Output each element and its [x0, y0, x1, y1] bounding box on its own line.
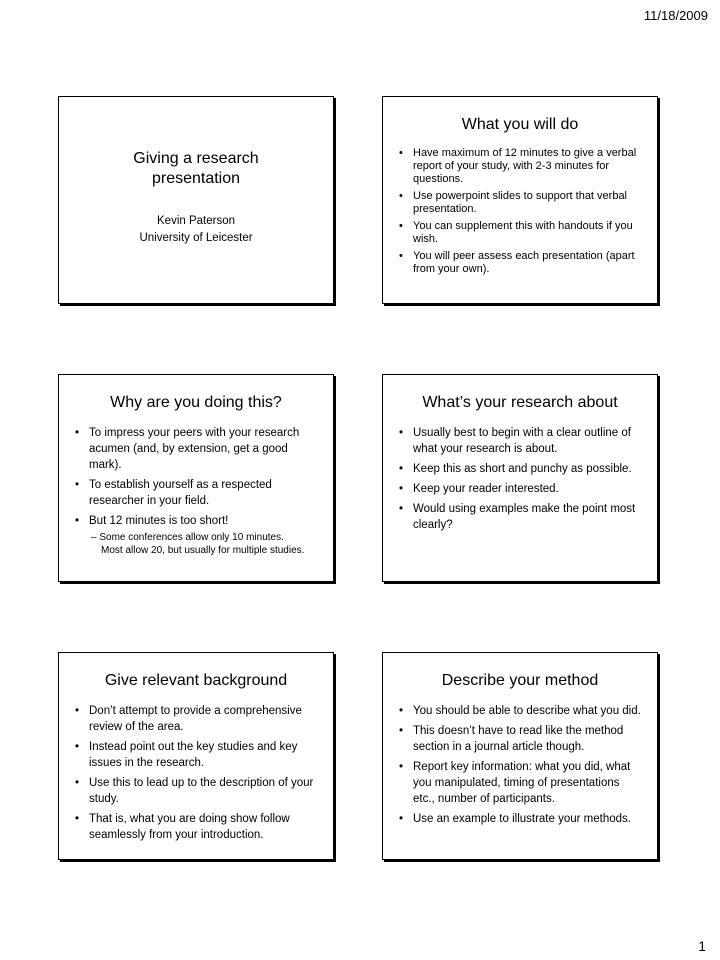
bullet-list [75, 425, 317, 529]
slide-title-page [58, 96, 334, 304]
bullet-item: • You will peer assess each presentation (apart from your own). [399, 250, 641, 276]
bullet-item: • Instead point out the key studies and key issues in the research. [75, 739, 317, 771]
bullet-item: • You should be able to describe what you did. [399, 703, 641, 719]
bullet-item: • Use this to lead up to the description of your study. [75, 775, 317, 807]
bullet-item: • Use powerpoint slides to support that verbal presentation. [399, 190, 641, 216]
bullet-item: • To impress your peers with your research acumen (and, by extension, get a good mark). [75, 425, 317, 473]
slide-main-title [59, 149, 333, 189]
page-number: 1 [698, 938, 706, 954]
bullet-item: • Would using examples make the point most clearly? [399, 501, 641, 533]
slide-title: Describe your method [441, 672, 599, 689]
sub-bullet-line: Most allow 20, but usually for multiple studies. [101, 545, 305, 556]
bullet-item: • That is, what you are doing show follow seamlessly from your introduction. [75, 811, 317, 843]
bullet-item: • Keep your reader interested. [399, 481, 641, 497]
slide-what-you-will-do [382, 96, 658, 304]
bullet-list [399, 147, 641, 276]
bullet-item: • Report key information: what you did, what you manipulated, timing of presentations etc., number of participants. [399, 759, 641, 807]
bullet-item: • Usually best to begin with a clear outline of what your research is about. [399, 425, 641, 457]
slide-title: What’s your research about [422, 394, 618, 411]
title-line: presentation [151, 170, 241, 187]
author-affiliation: University of Leicester [139, 232, 253, 244]
bullet-item: • This doesn’t have to read like the method section in a journal article though. [399, 723, 641, 755]
bullet-item: • Use an example to illustrate your methods. [399, 811, 641, 827]
slide-title: Give relevant background [104, 672, 288, 689]
bullet-item: • To establish yourself as a respected researcher in your field. [75, 477, 317, 509]
bullet-text: But 12 minutes is too short! [89, 515, 229, 527]
slide-research-about [382, 374, 658, 582]
sub-bullet [75, 531, 333, 557]
bullet-item: • Keep this as short and punchy as possible. [399, 461, 641, 477]
bullet-list [75, 703, 317, 843]
slide-relevant-background [58, 652, 334, 860]
bullet-list [399, 425, 641, 533]
slide-title: Why are you doing this? [110, 394, 282, 411]
bullet-list [399, 703, 641, 827]
slide-title: What you will do [461, 116, 579, 133]
bullet-item: • Don’t attempt to provide a comprehensive review of the area. [75, 703, 317, 735]
bullet-item: • You can supplement this with handouts if you wish. [399, 220, 641, 246]
slide-author-block [59, 213, 333, 247]
author-name: Kevin Paterson [157, 215, 235, 227]
sub-bullet-line: – Some conferences allow only 10 minutes. [91, 532, 284, 543]
slide-why-doing-this [58, 374, 334, 582]
title-line: Giving a research [133, 150, 259, 167]
slide-describe-method [382, 652, 658, 860]
print-date: 11/18/2009 [643, 8, 708, 23]
bullet-item [75, 513, 317, 529]
bullet-item: • Have maximum of 12 minutes to give a verbal report of your study, with 2-3 minutes for questions. [399, 147, 641, 186]
